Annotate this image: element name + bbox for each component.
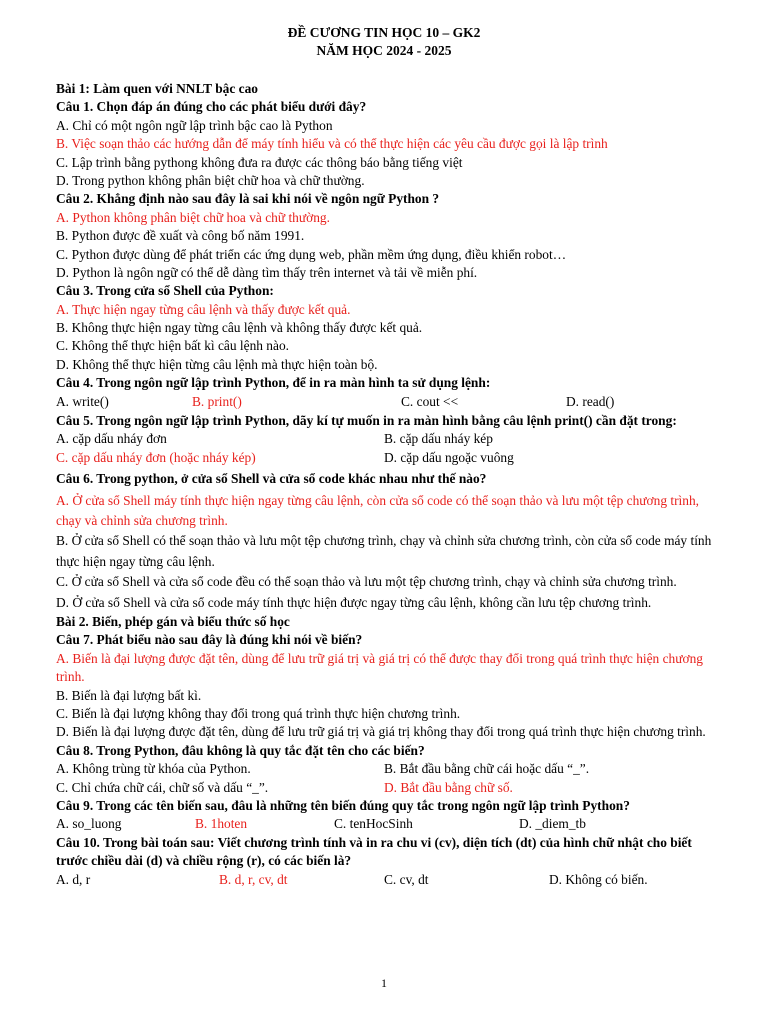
question-1: Câu 1. Chọn đáp án đúng cho các phát biểu dưới đây? xyxy=(56,99,367,115)
option-text: D. Không thể thực hiện từng câu lệnh mà thực hiện toàn bộ. xyxy=(56,356,378,372)
correct-answer: D. Bắt đầu bằng chữ số. xyxy=(384,779,513,795)
options-row xyxy=(56,871,724,889)
option-text: D. cặp dấu ngoặc vuông xyxy=(384,449,514,465)
question-2: Câu 2. Khẳng định nào sau đây là sai khi nói về ngôn ngữ Python ? xyxy=(56,191,440,207)
option-text: C. Biến là đại lượng không thay đổi trong quá trình thực hiện chương trình. xyxy=(56,706,461,722)
option-text: D. Không có biến. xyxy=(549,871,648,887)
option-text: B. Python được đề xuất và công bố năm 1991. xyxy=(56,228,305,244)
option-text: A. cặp dấu nháy đơn xyxy=(56,431,167,447)
correct-answer: C. cặp dấu nháy đơn (hoặc nháy kép) xyxy=(56,449,256,465)
school-year: NĂM HỌC 2024 - 2025 xyxy=(316,43,452,58)
document-body xyxy=(56,80,724,889)
options-row xyxy=(56,449,724,467)
question-5: Câu 5. Trong ngôn ngữ lập trình Python, dãy kí tự muốn in ra màn hình bằng câu lệnh print() cần đặt trong: xyxy=(56,413,677,429)
option-text: D. read() xyxy=(566,393,615,409)
question-7: Câu 7. Phát biểu nào sau đây là đúng khi nói về biến? xyxy=(56,632,363,648)
correct-answer: A. Python không phân biệt chữ hoa và chữ thường. xyxy=(56,209,330,225)
lesson-heading: Bài 1: Làm quen với NNLT bậc cao xyxy=(56,81,258,96)
correct-answer: A. Thực hiện ngay từng câu lệnh và thấy được kết quả. xyxy=(56,301,351,317)
correct-answer: A. Biến là đại lượng được đặt tên, dùng để lưu trữ giá trị và giá trị có thể được thay đổi trong quá trình thực hiện chương trình. xyxy=(56,650,703,685)
option-text: C. Không thể thực hiện bất kì câu lệnh nào. xyxy=(56,338,289,354)
option-text: C. cout << xyxy=(401,393,459,409)
option-text: D. Biến là đại lượng được đặt tên, dùng để lưu trữ giá trị và giá trị không thay đổi trong quá trình thực hiện chương trình. xyxy=(56,724,706,740)
option-text: C. Ở cửa sổ Shell và cửa sổ code đều có thể soạn thảo và lưu một tệp chương trình, chạy và chỉnh sửa chương trình. xyxy=(56,574,677,590)
options-row xyxy=(56,430,724,448)
question-3: Câu 3. Trong cửa sổ Shell của Python: xyxy=(56,283,274,299)
options-row xyxy=(56,779,724,797)
correct-answer: B. 1hoten xyxy=(195,816,248,832)
option-text: D. Ở cửa sổ Shell và cửa sổ code máy tính thực hiện được ngay từng câu lệnh, không cần lưu tệp chương trình. xyxy=(56,594,652,610)
option-text: C. cv, dt xyxy=(384,871,429,887)
question-6: Câu 6. Trong python, ở cửa sổ Shell và cửa sổ code khác nhau như thế nào? xyxy=(56,471,487,487)
option-text: A. Chỉ có một ngôn ngữ lập trình bậc cao là Python xyxy=(56,117,333,133)
options-row xyxy=(56,815,724,833)
option-text: B. Ở cửa sổ Shell có thể soạn thảo và lưu một tệp chương trình, chạy và chỉnh sửa chương trình, còn cửa sổ code máy tính thực hiện ngay từng câu lệnh. xyxy=(56,533,712,569)
question-8: Câu 8. Trong Python, đâu không là quy tắc đặt tên cho các biến? xyxy=(56,742,425,758)
option-text: B. Bắt đầu bằng chữ cái hoặc dấu “_”. xyxy=(384,761,590,777)
option-text: B. Biến là đại lượng bất kì. xyxy=(56,687,202,703)
option-text: C. Lập trình bằng pythong không đưa ra được các thông báo bằng tiếng việt xyxy=(56,154,463,170)
option-text: C. Chỉ chứa chữ cái, chữ số và dấu “_”. xyxy=(56,779,269,795)
options-row xyxy=(56,760,724,778)
option-text: C. tenHocSinh xyxy=(334,816,413,832)
option-text: D. Trong python không phân biệt chữ hoa và chữ thường. xyxy=(56,172,365,188)
option-text: A. Không trùng từ khóa của Python. xyxy=(56,761,251,777)
correct-answer: A. Ở cửa sổ Shell máy tính thực hiện ngay từng câu lệnh, còn cửa sổ code có thể soạn thảo và lưu một tệp chương trình, chạy và chỉnh sửa chương trình. xyxy=(56,492,700,529)
option-text: B. Không thực hiện ngay từng câu lệnh và không thấy được kết quả. xyxy=(56,320,423,336)
options-row xyxy=(56,393,724,411)
option-text: A. write() xyxy=(56,393,109,409)
option-text: A. so_luong xyxy=(56,816,122,832)
lesson-heading: Bài 2. Biến, phép gán và biểu thức số học xyxy=(56,614,290,630)
option-text: D. Python là ngôn ngữ có thể dễ dàng tìm thấy trên internet và tải về miễn phí. xyxy=(56,264,478,280)
option-text: B. cặp dấu nháy kép xyxy=(384,431,493,447)
question-10: Câu 10. Trong bài toán sau: Viết chương trình tính và in ra chu vi (cv), diện tích (dt) của hình chữ nhật cho biết trước chiều dài (d) và chiều rộng (r), có các biến là? xyxy=(56,834,692,869)
option-text: C. Python được dùng để phát triển các ứng dụng web, phần mềm ứng dụng, điều khiển robot… xyxy=(56,246,567,262)
question-4: Câu 4. Trong ngôn ngữ lập trình Python, để in ra màn hình ta sử dụng lệnh: xyxy=(56,375,491,391)
correct-answer: B. Việc soạn thảo các hướng dẫn để máy tính hiểu và có thể thực hiện các yêu cầu được gọi là lập trình xyxy=(56,136,608,152)
option-text: D. _diem_tb xyxy=(519,816,586,832)
correct-answer: B. print() xyxy=(192,393,242,409)
question-9: Câu 9. Trong các tên biến sau, đâu là những tên biến đúng quy tắc trong ngôn ngữ lập trình Python? xyxy=(56,798,630,813)
option-text: A. d, r xyxy=(56,871,91,887)
correct-answer: B. d, r, cv, dt xyxy=(219,871,288,887)
page-number: 1 xyxy=(381,976,387,990)
document-title: ĐỀ CƯƠNG TIN HỌC 10 – GK2 xyxy=(287,25,481,40)
